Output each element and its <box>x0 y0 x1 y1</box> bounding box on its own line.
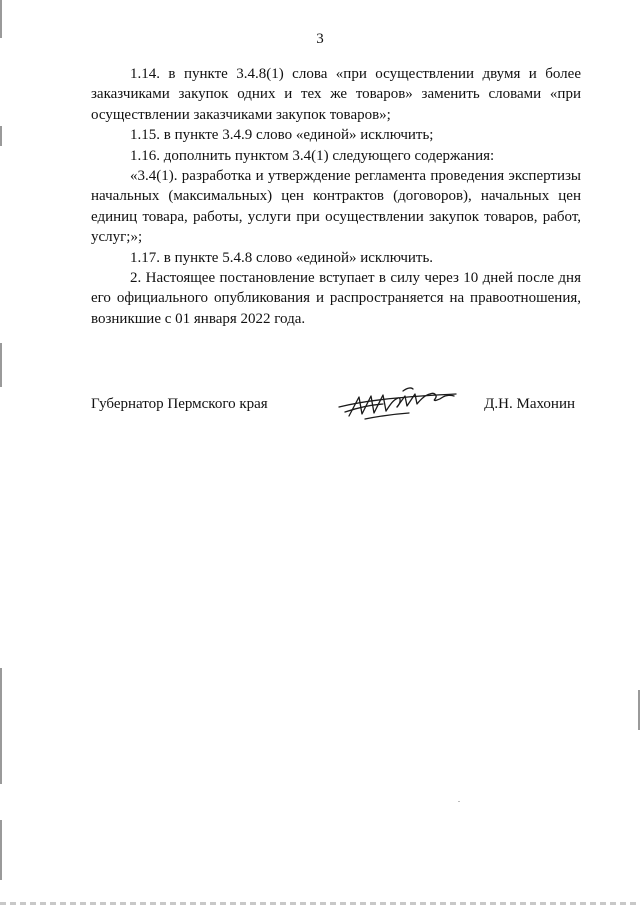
paragraph-2: 2. Настоящее постановление вступает в силу через 10 дней после дня его официального опубликования и распространяется на правоотношения, возникшие с 01 января 2022 года. <box>91 270 581 327</box>
scan-margin-mark <box>0 668 2 784</box>
scan-margin-mark <box>0 0 2 38</box>
signer-title: Губернатор Пермского края <box>91 396 268 412</box>
scan-margin-mark <box>0 343 2 387</box>
paragraph-1-17: 1.17. в пункте 5.4.8 слово «единой» исключить. <box>130 249 434 266</box>
handwritten-signature <box>335 383 460 423</box>
scan-speck <box>458 801 460 802</box>
scan-margin-mark <box>0 126 2 146</box>
signer-name: Д.Н. Махонин <box>484 396 575 412</box>
signature-block <box>91 383 581 423</box>
paragraph-1-15: 1.15. в пункте 3.4.9 слово «единой» исключить; <box>130 127 434 144</box>
paragraph-1-16: 1.16. дополнить пунктом 3.4(1) следующего содержания: <box>130 147 495 164</box>
page-number: 3 <box>316 31 324 47</box>
scan-margin-mark <box>0 820 2 880</box>
document-body <box>91 64 581 329</box>
paragraph-3-4-1-quote: «3.4(1). разработка и утверждение регламента проведения экспертизы начальных (максимальных) цен контрактов (договоров), начальных цен единиц товара, работы, услуги при осуществлении закупок товаров, работ, услуг;»; <box>91 168 581 246</box>
paragraph-1-14: 1.14. в пункте 3.4.8(1) слова «при осуществлении двумя и более заказчиками закупок одних и тех же товаров» заменить словами «при осуществлении заказчиками закупок товаров»; <box>91 66 581 123</box>
